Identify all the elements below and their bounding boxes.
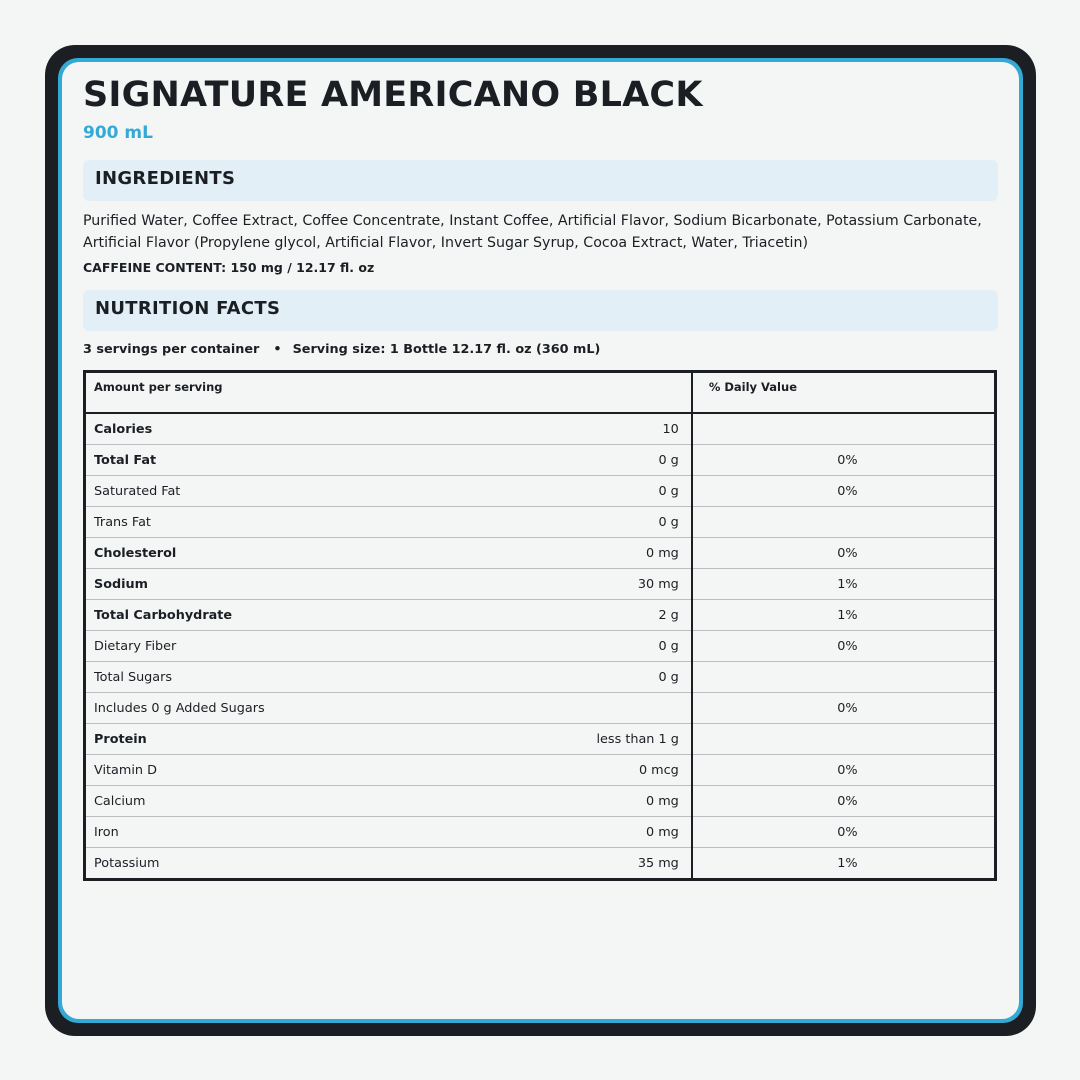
table-row bbox=[85, 507, 996, 538]
table-row bbox=[85, 724, 996, 755]
daily-value-text: 0% bbox=[837, 638, 858, 654]
daily-value-text: 0% bbox=[837, 762, 858, 778]
table-row bbox=[85, 445, 996, 476]
table-row bbox=[85, 600, 996, 631]
nutrition-header: NUTRITION FACTS bbox=[83, 290, 998, 331]
nutrient-daily-value bbox=[692, 507, 996, 538]
servings-per-container: 3 servings per container bbox=[83, 342, 260, 357]
nutrient-amount bbox=[388, 693, 692, 724]
label-content bbox=[83, 74, 998, 881]
nutrient-name: Dietary Fiber bbox=[85, 631, 389, 662]
nutrient-daily-value bbox=[692, 631, 996, 662]
daily-value-text: 0% bbox=[837, 824, 858, 840]
nutrient-amount: 0 mg bbox=[388, 538, 692, 569]
table-row bbox=[85, 662, 996, 693]
nutrient-name: Total Fat bbox=[85, 445, 389, 476]
nutrient-name: Total Sugars bbox=[85, 662, 389, 693]
nutrient-daily-value bbox=[692, 445, 996, 476]
nutrient-daily-value bbox=[692, 755, 996, 786]
nutrient-name: Total Carbohydrate bbox=[85, 600, 389, 631]
daily-value-text: 0% bbox=[837, 793, 858, 809]
table-row bbox=[85, 538, 996, 569]
nutrient-name: Cholesterol bbox=[85, 538, 389, 569]
nutrient-daily-value bbox=[692, 817, 996, 848]
nutrient-amount: less than 1 g bbox=[388, 724, 692, 755]
label-outer-frame bbox=[45, 45, 1036, 1036]
ingredients-header: INGREDIENTS bbox=[83, 160, 998, 201]
nutrient-amount: 0 g bbox=[388, 507, 692, 538]
nutrient-amount: 0 mg bbox=[388, 786, 692, 817]
nutrient-name: Includes 0 g Added Sugars bbox=[85, 693, 389, 724]
table-row bbox=[85, 413, 996, 445]
nutrient-name: Potassium bbox=[94, 855, 160, 871]
daily-value-text: 1% bbox=[837, 576, 858, 592]
table-header-row bbox=[85, 372, 996, 414]
nutrition-facts-table bbox=[83, 370, 997, 881]
nutrient-amount: 10 bbox=[388, 413, 692, 445]
nutrient-amount: 0 g bbox=[388, 662, 692, 693]
nutrition-table-body bbox=[85, 413, 996, 880]
nutrient-daily-value bbox=[692, 786, 996, 817]
label-card bbox=[62, 62, 1019, 1019]
nutrient-daily-value bbox=[692, 600, 996, 631]
daily-value-text: 0% bbox=[837, 700, 858, 716]
daily-value-text: 0% bbox=[837, 545, 858, 561]
nutrient-name: Calcium bbox=[85, 786, 389, 817]
daily-value-text: 1% bbox=[837, 607, 858, 623]
table-row bbox=[85, 693, 996, 724]
serving-size: Serving size: 1 Bottle 12.17 fl. oz (360 mL) bbox=[292, 342, 601, 357]
table-row bbox=[85, 631, 996, 662]
nutrient-name: Protein bbox=[85, 724, 389, 755]
serving-separator: • bbox=[273, 342, 282, 357]
daily-value-column-header: % Daily Value bbox=[692, 372, 996, 414]
caffeine-content: CAFFEINE CONTENT: 150 mg / 12.17 fl. oz bbox=[83, 260, 375, 275]
nutrient-name: Sodium bbox=[85, 569, 389, 600]
daily-value-text: 1% bbox=[837, 855, 858, 871]
nutrient-name: Trans Fat bbox=[85, 507, 389, 538]
nutrient-amount: 0 g bbox=[388, 631, 692, 662]
nutrient-name: Calories bbox=[85, 413, 389, 445]
label-accent-frame bbox=[58, 58, 1023, 1023]
nutrient-amount: 0 g bbox=[388, 476, 692, 507]
nutrient-amount: 0 g bbox=[388, 445, 692, 476]
product-volume: 900 mL bbox=[83, 123, 153, 143]
table-row bbox=[85, 476, 996, 507]
table-row bbox=[85, 848, 996, 880]
nutrient-daily-value bbox=[692, 476, 996, 507]
nutrient-name: Vitamin D bbox=[85, 755, 389, 786]
daily-value-text: 0% bbox=[837, 452, 858, 468]
nutrient-name: Iron bbox=[85, 817, 389, 848]
serving-info bbox=[83, 340, 998, 360]
amount-column-header: Amount per serving bbox=[85, 372, 692, 414]
daily-value-text: 0% bbox=[837, 483, 858, 499]
nutrient-daily-value bbox=[692, 662, 996, 693]
nutrient-daily-value bbox=[692, 569, 996, 600]
table-row bbox=[85, 755, 996, 786]
nutrient-amount: 30 mg bbox=[388, 569, 692, 600]
nutrient-daily-value bbox=[692, 848, 996, 880]
nutrient-daily-value bbox=[692, 538, 996, 569]
nutrient-daily-value bbox=[692, 413, 996, 445]
nutrient-amount: 35 mg bbox=[637, 855, 679, 871]
table-row bbox=[85, 817, 996, 848]
table-row bbox=[85, 569, 996, 600]
nutrient-amount: 2 g bbox=[388, 600, 692, 631]
product-title: SIGNATURE AMERICANO BLACK bbox=[83, 75, 703, 115]
nutrient-name: Saturated Fat bbox=[85, 476, 389, 507]
ingredients-text: Purified Water, Coffee Extract, Coffee Concentrate, Instant Coffee, Artificial Flavor, Sodium Bicarbonate, Potassium Carbonate, Artificial Flavor (Propylene glycol, Artificial Flavor, Invert Sugar Syrup, Cocoa Extract, Water, Triacetin) bbox=[83, 213, 982, 251]
nutrient-amount: 0 mcg bbox=[388, 755, 692, 786]
nutrient-amount: 0 mg bbox=[388, 817, 692, 848]
table-row bbox=[85, 786, 996, 817]
nutrient-daily-value bbox=[692, 724, 996, 755]
nutrient-daily-value bbox=[692, 693, 996, 724]
